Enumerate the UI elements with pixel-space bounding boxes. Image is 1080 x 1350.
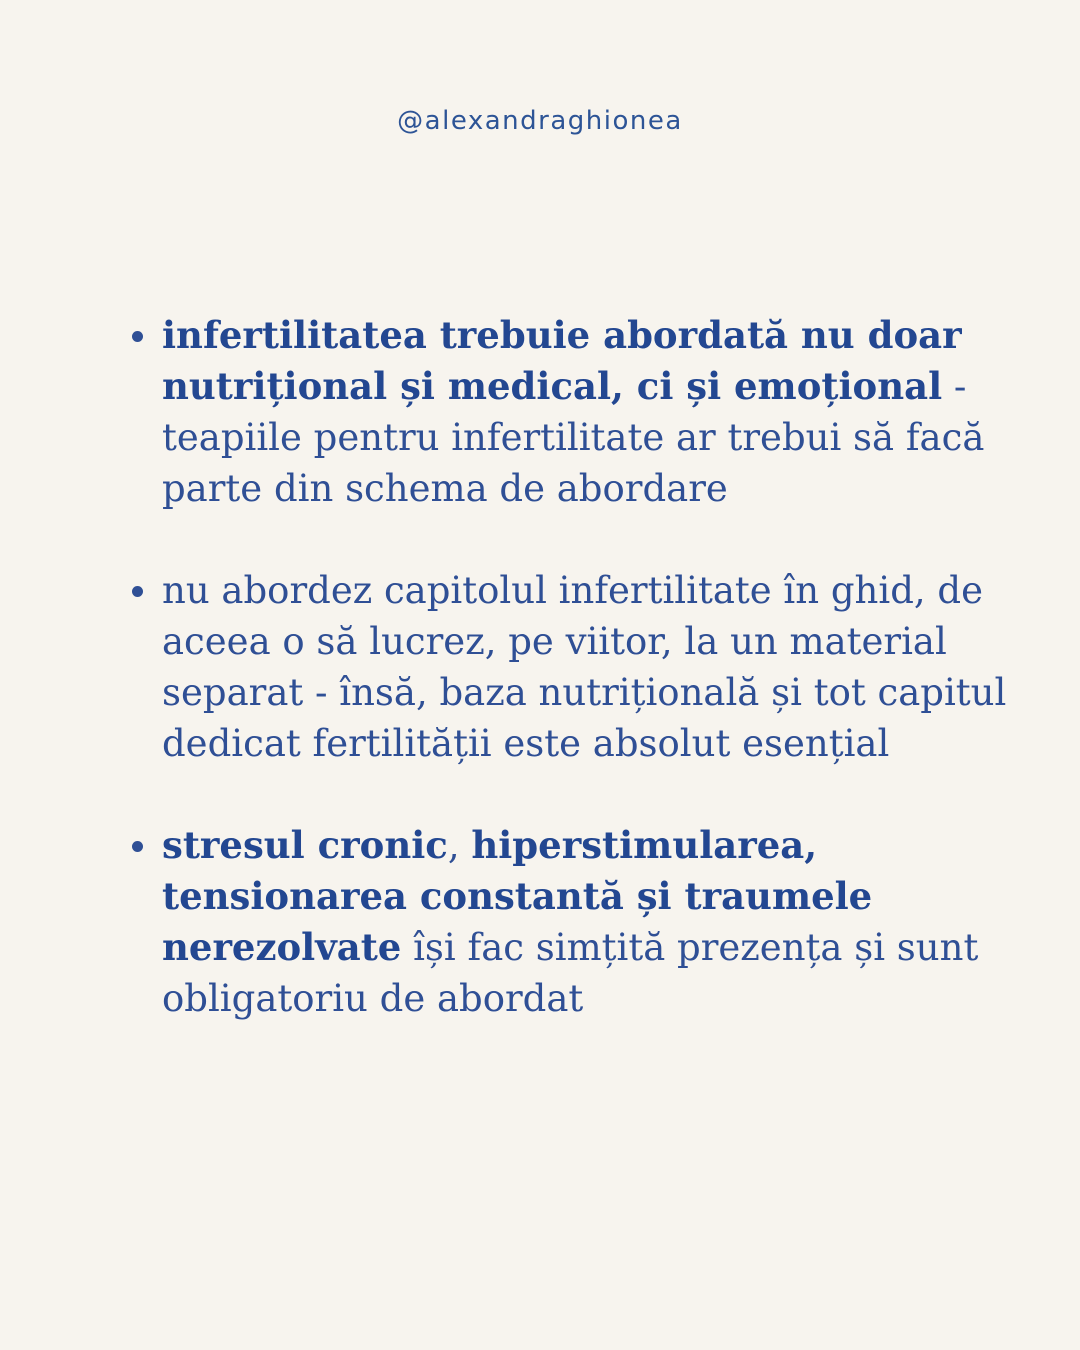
account-handle: @alexandraghionea	[397, 106, 683, 136]
bullet-text: - teapiile pentru infertilitate ar trebui să facă parte din schema de abordare	[162, 365, 985, 510]
bullet-separator: ,	[447, 824, 472, 867]
bullet-list	[162, 310, 1012, 1075]
bullet-text: își fac simțită prezența și sunt obligatoriu de abordat	[162, 926, 979, 1020]
bullet-item-stress	[162, 820, 1012, 1024]
bullet-item-emotional	[162, 310, 1012, 514]
bullet-text: nu abordez capitolul infertilitate în ghid, de aceea o să lucrez, pe viitor, la un material separat - însă, baza nutrițională și tot capitul dedicat fertilității este absolut esențial	[162, 569, 1007, 765]
bullet-bold-text: stresul cronic	[162, 823, 448, 867]
bullet-bold-text: hiperstimularea, tensionarea constantă și traumele nerezolvate	[162, 823, 873, 969]
bullet-item-guide	[162, 565, 1012, 769]
bullet-bold-text: infertilitatea trebuie abordată nu doar nutrițional și medical, ci și emoțional	[162, 313, 962, 408]
